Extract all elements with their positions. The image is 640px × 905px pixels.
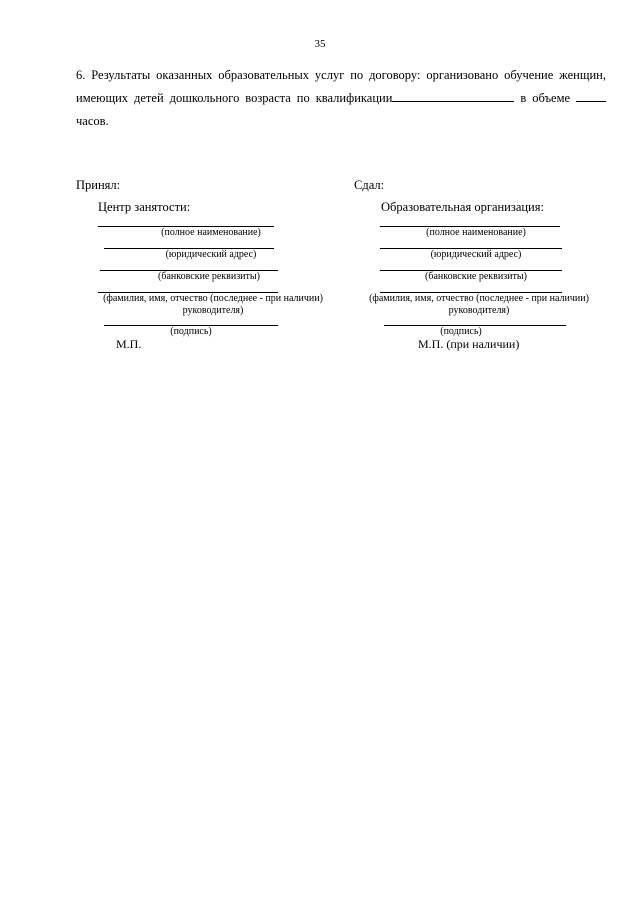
hours-blank <box>576 89 606 102</box>
full-name-caption: (полное наименование) <box>426 227 526 238</box>
results-text: 6. Результаты оказанных образовательных услуг по договору: организовано обучение женщин, имеющих детей дошкольного возраста по квалификации <box>76 68 606 105</box>
accepted-column <box>76 178 356 352</box>
signature-field <box>354 325 634 338</box>
address-caption: (юридический адрес) <box>430 249 522 260</box>
stamp-placeholder: М.П. (при наличии) <box>418 337 520 351</box>
address-caption: (юридический адрес) <box>165 249 257 260</box>
bank-field <box>354 270 634 283</box>
handed-over-label: Сдал: <box>354 178 385 192</box>
handed-over-column <box>354 178 634 352</box>
bank-field <box>76 270 356 283</box>
results-paragraph <box>76 64 606 133</box>
head-field <box>354 292 634 317</box>
head-caption: (фамилия, имя, отчество (последнее - при наличии) руководителя) <box>369 293 589 316</box>
signature-caption: (подпись) <box>440 326 482 337</box>
full-name-caption: (полное наименование) <box>161 227 261 238</box>
address-field <box>76 248 356 261</box>
full-name-field <box>354 226 634 239</box>
bank-caption: (банковские реквизиты) <box>158 271 260 282</box>
head-caption: (фамилия, имя, отчество (последнее - при наличии) руководителя) <box>103 293 323 316</box>
full-name-field <box>76 226 356 239</box>
stamp-placeholder: М.П. <box>116 337 142 351</box>
volume-text: в объеме <box>514 91 577 105</box>
accepted-label: Принял: <box>76 178 121 192</box>
signature-caption: (подпись) <box>170 326 212 337</box>
address-field <box>354 248 634 261</box>
head-field <box>76 292 356 317</box>
educational-org-label: Образовательная организация: <box>381 200 544 214</box>
hours-text: часов. <box>76 114 109 128</box>
employment-center-label: Центр занятости: <box>98 200 191 214</box>
bank-caption: (банковские реквизиты) <box>425 271 527 282</box>
signature-field <box>76 325 356 338</box>
page-number: 35 <box>314 38 326 50</box>
qualification-blank <box>392 89 514 102</box>
